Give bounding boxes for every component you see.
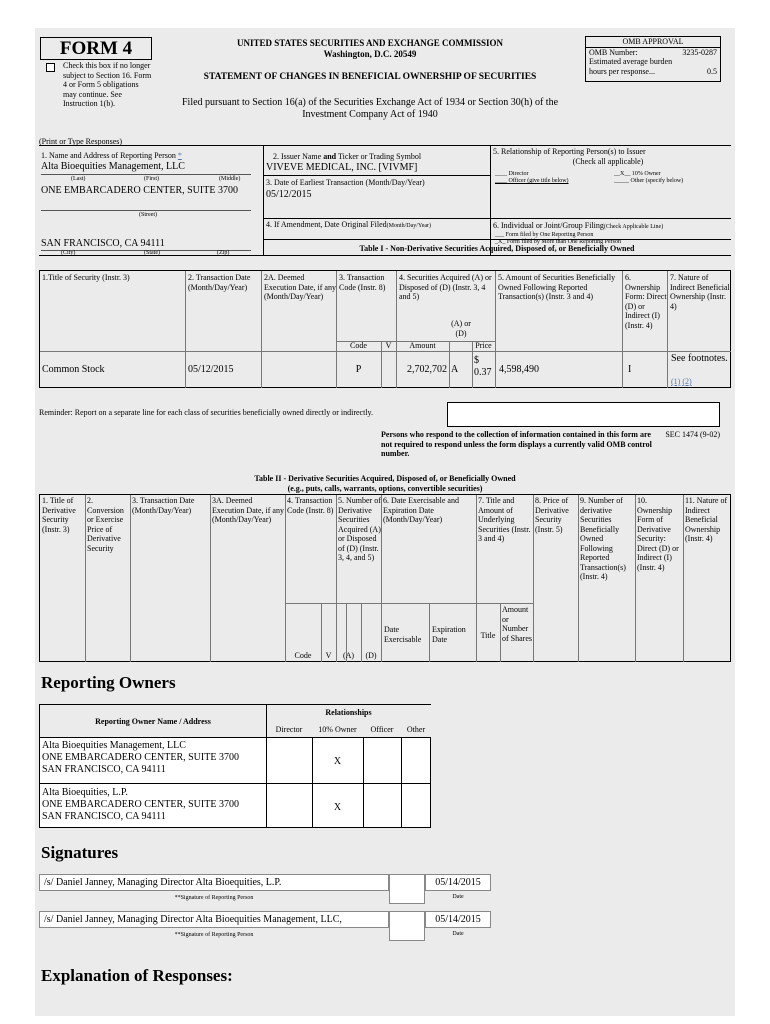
ro-relationships: Relationships <box>325 708 372 717</box>
t1-h2: 2. Transaction Date (Month/Day/Year) <box>188 273 251 292</box>
reporting-person-street: ONE EMBARCADERO CENTER, SUITE 3700 <box>41 185 238 196</box>
form-page <box>35 28 735 1016</box>
reporting-owners-table <box>39 704 431 828</box>
agency-location: Washington, D.C. 20549 <box>323 49 417 59</box>
t2-h5: 5. Number of Derivative Securities Acquired (A) or Disposed of (D) (Instr. 3, 4, and 5) <box>338 496 381 562</box>
table2-subtitle: (e.g., puts, calls, warrants, options, convertible securities) <box>287 484 483 493</box>
t1-sub-code: Code <box>350 341 367 350</box>
omb-number-row <box>586 48 720 58</box>
ro-col-director: Director <box>275 725 303 734</box>
signature-1-text: /s/ Daniel Janney, Managing Director Alta Bioequities, L.P. <box>44 877 282 888</box>
t1-date: 05/12/2015 <box>188 364 234 375</box>
ro-row2-line3: SAN FRANCISCO, CA 94111 <box>42 811 166 822</box>
director-option: ____ Director <box>495 171 529 177</box>
signature-1-date: 05/14/2015 <box>435 877 481 888</box>
t2-h3a: 3A. Deemed Execution Date, if any (Month/Day/Year) <box>212 496 284 524</box>
t1-nature: See footnotes. <box>671 353 728 364</box>
filed-pursuant-line2: Investment Company Act of 1940 <box>302 109 438 120</box>
t2-sub-exercisable: Date Exercisable <box>384 625 422 644</box>
zip-caption: (Zip) <box>217 250 230 256</box>
agency-name: UNITED STATES SECURITIES AND EXCHANGE COMMISSION <box>237 38 503 48</box>
box5-sub: (Check all applicable) <box>572 157 644 166</box>
officer-option: ____ Officer (give title below) <box>495 178 569 184</box>
checkbox-label: Check this box if no longer subject to Section 16. Form 4 or Form 5 obligations may continue. See Instruction 1(b). <box>63 61 152 108</box>
signature-1-caption: **Signature of Reporting Person <box>174 895 254 901</box>
no-longer-subject-checkbox[interactable] <box>46 63 55 72</box>
t2-h2: 2. Conversion or Exercise Price of Derivative Security <box>87 496 124 553</box>
t2-h11: 11. Nature of Indirect Beneficial Ownership (Instr. 4) <box>685 496 728 543</box>
table1-title: Table I - Non-Derivative Securities Acquired, Disposed of, or Beneficially Owned <box>359 244 635 253</box>
omb-burden-label: Estimated average burden <box>589 57 673 66</box>
t1-h2a: 2A. Deemed Execution Date, if any (Month/Day/Year) <box>264 273 336 301</box>
state-caption: (State) <box>144 250 160 256</box>
ro-row2-ten: X <box>333 802 342 813</box>
t1-footnotes <box>671 377 692 387</box>
street-caption: (Street) <box>139 212 157 218</box>
one-person-option: ___ Form filed by One Reporting Person <box>495 232 594 238</box>
ro-col-ten: 10% Owner <box>318 725 357 734</box>
statement-title: STATEMENT OF CHANGES IN BENEFICIAL OWNERSHIP OF SECURITIES <box>203 72 537 82</box>
first-caption: (First) <box>144 176 159 182</box>
reporting-person-name: Alta Bioequities Management, LLC <box>41 161 185 172</box>
reporting-person-city: SAN FRANCISCO, CA 94111 <box>41 238 165 249</box>
table2-title: Table II - Derivative Securities Acquired, Disposed of, or Beneficially Owned <box>254 474 516 483</box>
t1-h6: 6. Ownership Form: Direct (D) or Indirect (I) (Instr. 4) <box>625 273 667 330</box>
last-caption: (Last) <box>71 176 86 182</box>
t2-h4: 4. Transaction Code (Instr. 8) <box>287 496 334 515</box>
reminder-blank-box <box>447 402 720 427</box>
omb-approval-title: OMB APPROVAL <box>586 37 720 48</box>
t2-h1: 1. Title of Derivative Security (Instr. 3) <box>42 496 76 534</box>
t2-h6: 6. Date Exercisable and Expiration Date (Month/Day/Year) <box>383 496 459 524</box>
t1-h4: 4. Securities Acquired (A) or Disposed of (D) (Instr. 3, 4 and 5) <box>399 273 492 301</box>
form-title: FORM 4 <box>59 38 133 59</box>
t2-h9: 9. Number of derivative Securities Beneficially Owned Following Reported Transaction(s) (Instr. 4) <box>580 496 626 581</box>
box3-label: 3. Date of Earliest Transaction (Month/Day/Year) <box>266 178 425 187</box>
signature-row-1 <box>39 874 491 904</box>
t2-sub-d: (D) <box>365 651 377 660</box>
signature-row-2 <box>39 911 491 941</box>
signature-2-date: 05/14/2015 <box>435 914 481 925</box>
box5-label: 5. Relationship of Reporting Person(s) to Issuer <box>493 147 646 156</box>
ro-row1-ten: X <box>333 756 342 767</box>
table2 <box>39 494 731 662</box>
t1-form: I <box>628 364 632 375</box>
t2-sub-expiration: Expiration Date <box>432 625 466 644</box>
t1-amount: 2,702,702 <box>407 364 447 375</box>
box4-label: 4. If Amendment, Date Original Filed(Month/Day/Year) <box>266 220 432 229</box>
ro-row1-line3: SAN FRANCISCO, CA 94111 <box>42 764 166 775</box>
ro-row2-line2: ONE EMBARCADERO CENTER, SUITE 3700 <box>42 799 239 810</box>
box6-label: 6. Individual or Joint/Group Filing(Check Applicable Line) <box>493 221 664 230</box>
omb-hours-value: 0.5 <box>707 66 717 76</box>
omb-hours-label: hours per response... <box>589 66 655 76</box>
ro-row1-line2: ONE EMBARCADERO CENTER, SUITE 3700 <box>42 752 239 763</box>
t1-security: Common Stock <box>42 364 105 375</box>
print-type-note: (Print or Type Responses) <box>39 137 123 146</box>
t2-sub-a: (A) <box>342 651 355 660</box>
ten-pct-owner-option: __X__ 10% Owner <box>614 171 661 177</box>
footnote-1-link[interactable]: (1) <box>671 377 681 386</box>
form-title-box <box>40 37 152 60</box>
t1-h1: 1.Title of Security (Instr. 3) <box>42 273 130 282</box>
t1-h5: 5. Amount of Securities Beneficially Owned Following Reported Transaction(s) (Instr. 3 and 4) <box>498 273 616 301</box>
t2-h3: 3. Transaction Date (Month/Day/Year) <box>132 496 195 515</box>
table1 <box>39 270 731 388</box>
t1-sub-v: V <box>385 341 392 350</box>
omb-number-label: OMB Number: <box>589 47 638 57</box>
earliest-transaction-date: 05/12/2015 <box>266 189 312 200</box>
more-person-option: _X_ Form filed by More than One Reporting Person <box>495 239 621 245</box>
t2-sub-title: Title <box>480 631 496 640</box>
footnote-2-link[interactable]: (2) <box>682 377 692 386</box>
omb-number-value: 3235-0287 <box>682 47 717 57</box>
box1-asterisk-link[interactable]: * <box>177 151 182 160</box>
t2-sub-amount: Amount or Number of Shares <box>502 605 532 643</box>
omb-approval-box <box>585 36 721 82</box>
issuer-info-grid <box>39 145 731 256</box>
ro-col-name: Reporting Owner Name / Address <box>95 717 211 726</box>
t1-ad: A <box>451 364 459 375</box>
ro-col-other: Other <box>406 725 426 734</box>
t1-price: $ 0.37 <box>474 355 492 378</box>
box2-label: 2. Issuer Name and Ticker or Trading Symbol <box>273 152 422 161</box>
ro-row1-line1: Alta Bioequities Management, LLC <box>42 740 186 751</box>
filed-pursuant-line1: Filed pursuant to Section 16(a) of the Securities Exchange Act of 1934 or Section 30(h) of the <box>181 97 559 108</box>
city-caption: (City) <box>61 250 76 256</box>
t1-code: P <box>355 364 362 375</box>
signatures-heading: Signatures <box>41 843 119 862</box>
t2-h7: 7. Title and Amount of Underlying Securities (Instr. 3 and 4) <box>478 496 531 543</box>
t1-h7: 7. Nature of Indirect Beneficial Ownership (Instr. 4) <box>670 273 730 311</box>
t2-sub-code: Code <box>294 651 312 660</box>
t2-h8: 8. Price of Derivative Security (Instr. 5) <box>535 496 569 534</box>
other-option: _____ Other (specify below) <box>614 178 684 184</box>
reporting-owners-heading: Reporting Owners <box>41 673 176 692</box>
t1-sub-amount: Amount <box>409 341 436 350</box>
signature-2-caption: **Signature of Reporting Person <box>174 932 254 938</box>
explanation-heading: Explanation of Responses: <box>41 966 233 985</box>
reminder-note: Reminder: Report on a separate line for each class of securities beneficially owned directly or indirectly. <box>39 408 374 417</box>
t1-owned: 4,598,490 <box>499 364 539 375</box>
t1-sub-price: Price <box>475 341 492 350</box>
t2-sub-v: V <box>325 651 332 660</box>
persons-respond-note: Persons who respond to the collection of information contained in this form are not required to respond unless the form displays a currently valid OMB control number. <box>381 430 652 458</box>
ro-row2-line1: Alta Bioequities, L.P. <box>42 787 128 798</box>
sec-code: SEC 1474 (9-02) <box>665 430 720 439</box>
middle-caption: (Middle) <box>219 176 241 182</box>
signature-2-text: /s/ Daniel Janney, Managing Director Alta Bioequities Management, LLC, <box>44 914 342 925</box>
box1-label: 1. Name and Address of Reporting Person * <box>41 151 182 160</box>
t1-sub-ad: (A) or (D) <box>451 319 471 338</box>
omb-hours-row <box>586 67 720 77</box>
issuer-name-ticker: VIVEVE MEDICAL, INC. [VIVMF] <box>266 162 418 173</box>
t1-h3: 3. Transaction Code (Instr. 8) <box>339 273 386 292</box>
t2-h10: 10. Ownership Form of Derivative Security: Direct (D) or Indirect (I) (Instr. 4) <box>637 496 679 572</box>
signature-1-date-caption: Date <box>452 894 464 900</box>
signature-2-date-caption: Date <box>452 931 464 937</box>
ro-col-officer: Officer <box>370 725 394 734</box>
